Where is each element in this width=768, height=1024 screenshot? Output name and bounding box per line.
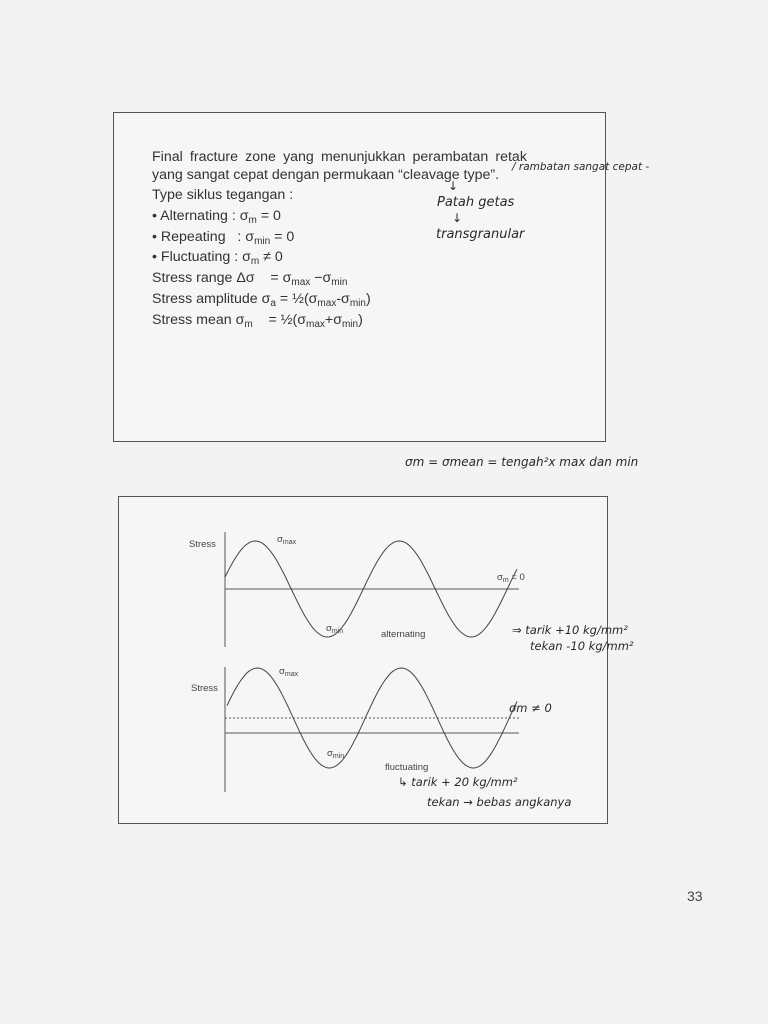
plot1-sigma-min-label: $\sigma_{min}$ [326, 623, 344, 635]
plot2-sigma-min-label: $\sigma_{min}$ [327, 748, 345, 760]
plot1-sigma-mean-label: $\sigma_m = 0$ [497, 572, 525, 584]
bullet-fluctuating: • Fluctuating : $\sigma_m \ne 0$ [152, 249, 283, 267]
handwritten-note-patah-getas: Patah getas [437, 195, 515, 210]
handwritten-arrow-2: ↓ [452, 211, 463, 225]
slide-stress-cycle-plots [118, 496, 608, 824]
plot1-stress-label: Stress [189, 539, 216, 550]
handwritten-arrow-1: ↓ [448, 179, 459, 193]
handwritten-note-rambatan: / rambatan sangat cepat - [512, 161, 650, 173]
plot1-sigma-max-label: $\sigma_{max}$ [277, 534, 297, 546]
handwritten-note-transgranular: transgranular [436, 227, 525, 242]
handwritten-note-tarik-20: ↳ tarik + 20 kg/mm² [398, 775, 518, 789]
handwritten-note-sigma-m-not-zero: σm ≠ 0 [509, 701, 552, 715]
handwritten-note-tekan-10: tekan -10 kg/mm² [530, 639, 634, 653]
handwritten-note-tekan-bebas: tekan → bebas angkanya [427, 795, 572, 809]
handwritten-note-sigma-mean: σm = σmean = tengah²x max dan min [405, 455, 639, 469]
plot1-caption: alternating [381, 629, 426, 640]
plot2-sigma-max-label: $\sigma_{max}$ [279, 666, 299, 678]
page-number: 33 [687, 888, 703, 904]
bullet-alternating: • Alternating : $\sigma_m = 0$ [152, 208, 281, 226]
intro-line-2: yang sangat cepat dengan permukaan “cleavage type”. [152, 167, 500, 183]
intro-line-1: Final fracture zone yang menunjukkan perambatan retak [152, 149, 527, 165]
stress-amplitude-formula: Stress amplitude $\sigma_a$ = $\frac{1}{2}(\sigma_{max}-\sigma_{min})$ [152, 291, 371, 309]
plot2-caption: fluctuating [385, 762, 429, 773]
handwritten-note-tarik-10: ⇒ tarik +10 kg/mm² [512, 623, 628, 637]
bullet-repeating: • Repeating : $\sigma_{min} = 0$ [152, 229, 295, 247]
type-heading: Type siklus tegangan : [152, 187, 294, 203]
stress-range-formula: Stress range Δσ = $\sigma_{max} -\sigma_{min}$ [152, 270, 348, 288]
stress-mean-formula: Stress mean $\sigma_m$ = $\frac{1}{2}(\sigma_{max}+\sigma_{min})$ [152, 312, 363, 330]
plot2-stress-label: Stress [191, 683, 218, 694]
